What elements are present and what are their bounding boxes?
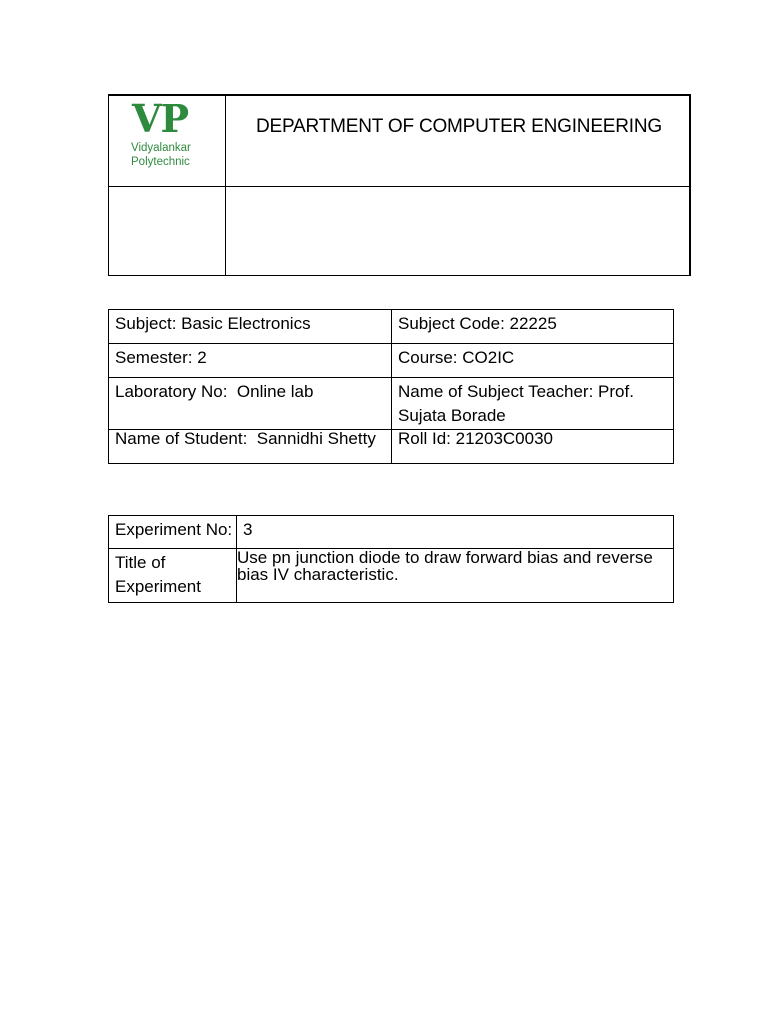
table-row: [109, 378, 674, 430]
department-title: DEPARTMENT OF COMPUTER ENGINEERING: [256, 116, 662, 137]
table-row: [109, 516, 674, 549]
table-row: [109, 549, 674, 603]
logo-text-line2: Polytechnic: [131, 156, 190, 168]
info-table: [108, 309, 674, 464]
experiment-no-label: Experiment No:: [109, 516, 237, 549]
table-row: [109, 430, 674, 464]
teacher-cell: Name of Subject Teacher: Prof. Sujata Borade: [392, 378, 674, 430]
table-row: [109, 310, 674, 344]
blank-cell: [109, 187, 226, 275]
department-cell: [226, 96, 689, 187]
student-name-cell: Name of Student: Sannidhi Shetty: [109, 430, 392, 464]
experiment-title-label-text: Title of Experiment: [115, 553, 201, 596]
laboratory-cell: Laboratory No: Online lab: [109, 378, 392, 430]
header-box: [108, 94, 691, 276]
experiment-title-value: Use pn junction diode to draw forward bias and reverse bias IV characteristic.: [237, 549, 674, 603]
semester-cell: Semester: 2: [109, 344, 392, 378]
institution-logo: [129, 96, 209, 168]
subject-cell: Subject: Basic Electronics: [109, 310, 392, 344]
logo-mark: VP: [132, 96, 189, 141]
table-row: [109, 344, 674, 378]
subject-code-cell: Subject Code: 22225: [392, 310, 674, 344]
logo-cell: [109, 96, 226, 187]
experiment-title-label: [109, 549, 237, 603]
logo-text-line1: Vidyalankar: [131, 142, 191, 154]
course-cell: Course: CO2IC: [392, 344, 674, 378]
experiment-table: [108, 515, 674, 603]
roll-id-cell: Roll Id: 21203C0030: [392, 430, 674, 464]
experiment-no-value: 3: [237, 516, 674, 549]
